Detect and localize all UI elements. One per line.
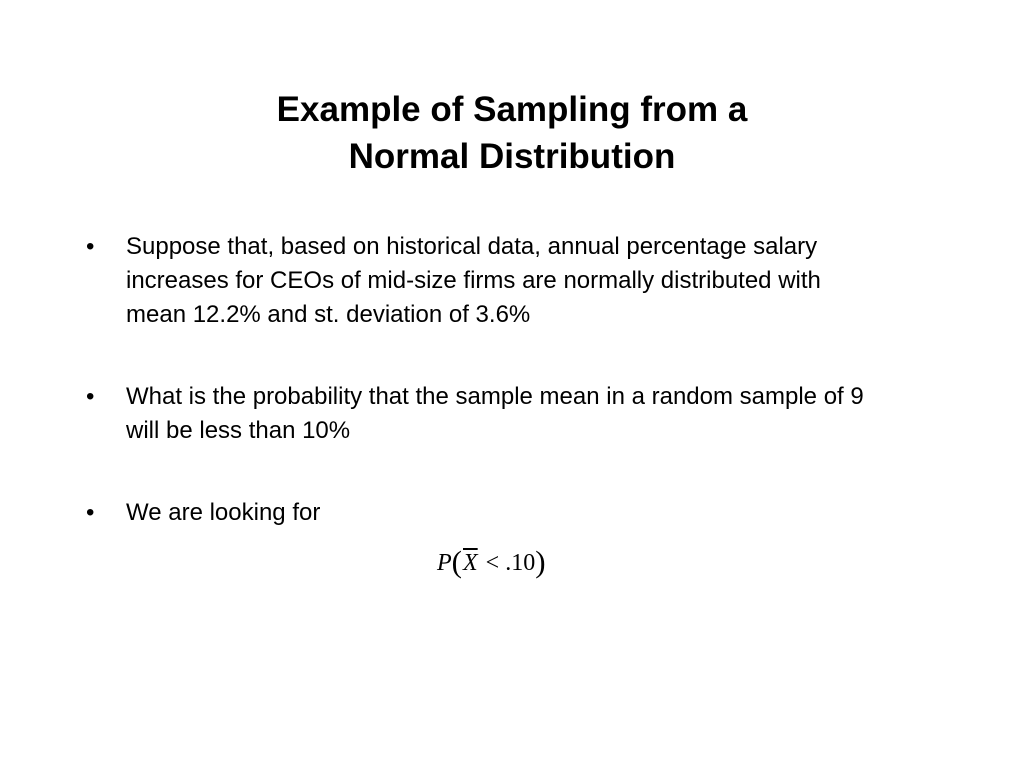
slide-title: [0, 86, 1024, 180]
formula-open-paren: (: [451, 544, 462, 579]
formula-sample-mean: $\overline{X}$: [463, 550, 478, 576]
formula-operator: <: [485, 550, 500, 576]
bullet-text: What is the probability that the sample mean in a random sample of 9 will be less than 10%: [126, 383, 864, 444]
bullet-item: [86, 496, 886, 530]
formula-function: P: [437, 550, 452, 576]
bullet-dot-icon: •: [86, 499, 95, 526]
bullet-text: We are looking for: [126, 499, 321, 526]
bullet-text: Suppose that, based on historical data, annual percentage salary increases for CEOs of mid-size firms are normally distributed with mean 12.2% and st. deviation of 3.6%: [126, 233, 821, 328]
bullet-item: [86, 230, 886, 332]
formula-close-paren: ): [535, 544, 546, 579]
slide-title-line-2: Normal Distribution: [348, 137, 676, 176]
slide-title-line-1: Example of Sampling from a: [276, 90, 748, 129]
formula-value: .10: [505, 550, 536, 576]
bullet-item: [86, 380, 886, 448]
bullet-dot-icon: •: [86, 233, 95, 260]
bullet-dot-icon: •: [86, 383, 95, 410]
probability-formula: [437, 544, 546, 581]
bullet-list: [86, 230, 886, 530]
